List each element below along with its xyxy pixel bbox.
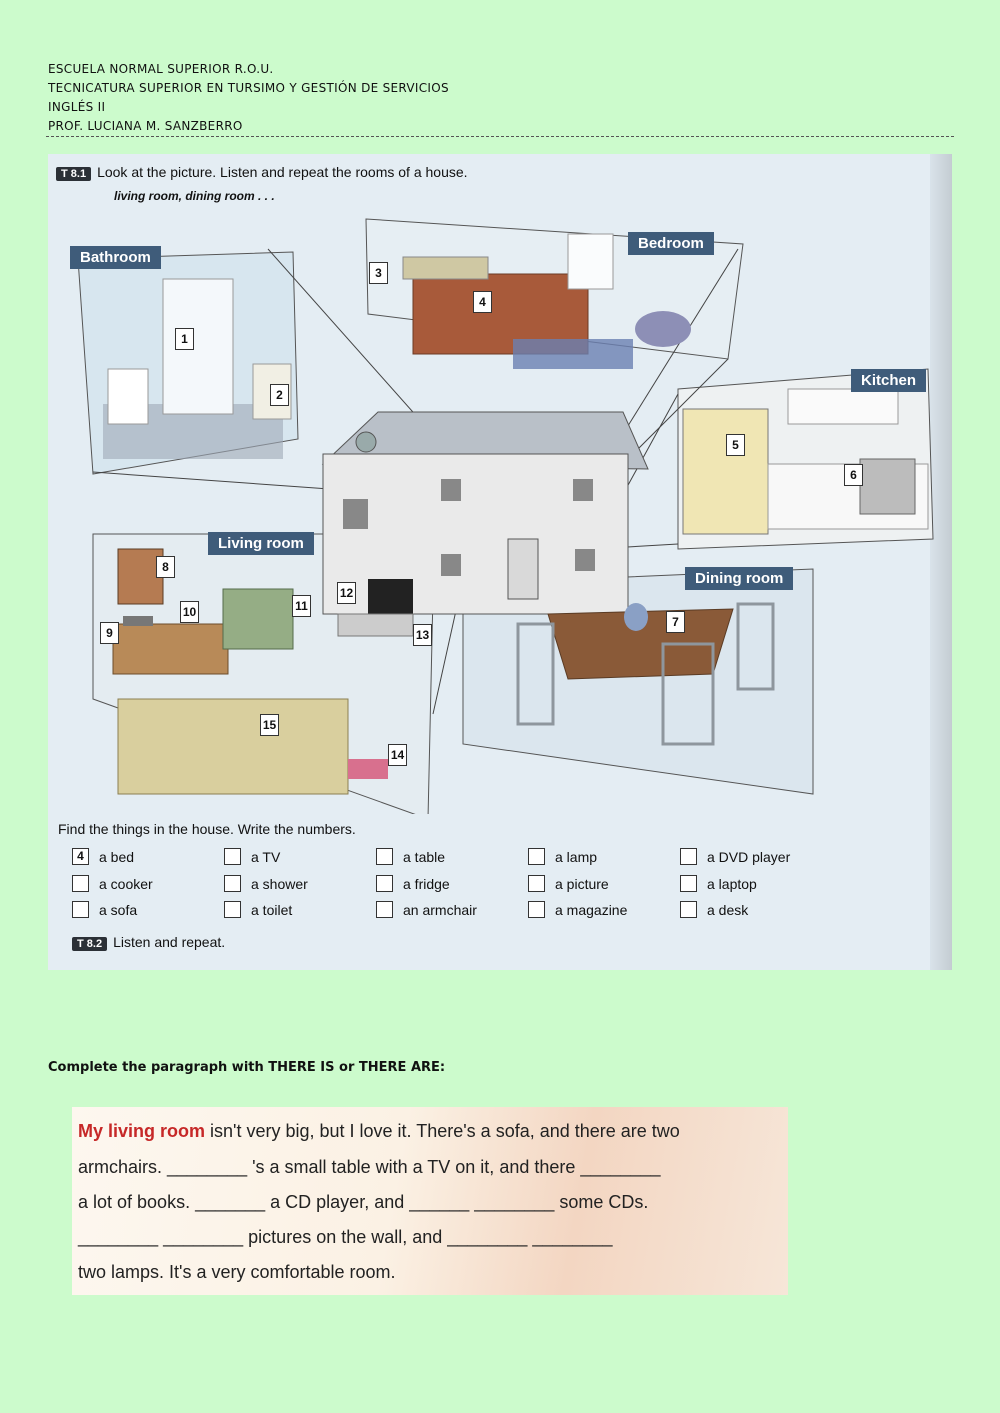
header-school: ESCUELA NORMAL SUPERIOR R.O.U.	[48, 62, 274, 76]
rug	[513, 339, 633, 369]
attic-window	[356, 432, 376, 452]
number-marker: 14	[388, 744, 407, 766]
number-marker: 5	[726, 434, 745, 456]
number-marker: 9	[100, 622, 119, 644]
answer-box[interactable]	[528, 848, 545, 865]
item-label: a lamp	[555, 848, 598, 865]
example-rooms: living room, dining room . . .	[114, 189, 275, 203]
answer-box[interactable]	[376, 875, 393, 892]
tv	[368, 579, 413, 614]
instruction-t81	[56, 164, 468, 181]
answer-box[interactable]: 4	[72, 848, 89, 865]
house-window	[573, 479, 593, 501]
cooker	[860, 459, 915, 514]
label-bathroom: Bathroom	[70, 246, 161, 269]
instruction-text: Look at the picture. Listen and repeat the rooms of a house.	[97, 164, 468, 180]
header-program: TECNICATURA SUPERIOR EN TURSIMO Y GESTIÓN DE SERVICIOS	[48, 81, 449, 95]
item-label: a laptop	[707, 875, 757, 892]
item-label: a bed	[99, 848, 135, 865]
answer-box[interactable]	[680, 901, 697, 918]
label-dining-room: Dining room	[685, 567, 793, 590]
item-label: a sofa	[99, 901, 138, 918]
sink	[108, 369, 148, 424]
number-marker: 12	[337, 582, 356, 604]
answer-box[interactable]	[72, 901, 89, 918]
number-marker: 7	[666, 611, 685, 633]
number-marker: 1	[175, 328, 194, 350]
paragraph-line-5: two lamps. It's a very comfortable room.	[78, 1262, 396, 1282]
upper-cabinets	[788, 389, 898, 424]
label-bedroom: Bedroom	[628, 232, 714, 255]
item-picture	[528, 875, 609, 892]
item-label: an armchair	[403, 901, 477, 918]
item-label: a magazine	[555, 901, 628, 918]
number-marker: 13	[413, 624, 432, 646]
item-laptop	[680, 875, 757, 892]
number-marker: 10	[180, 601, 199, 623]
item-desk	[680, 901, 748, 918]
track-tag: T 8.2	[72, 937, 107, 951]
answer-box[interactable]	[376, 848, 393, 865]
dvd-stand	[338, 614, 413, 636]
number-marker: 4	[473, 291, 492, 313]
house-window	[441, 554, 461, 576]
number-marker: 6	[844, 464, 863, 486]
item-label: a cooker	[99, 875, 153, 892]
school-header	[48, 60, 449, 136]
item-dvd-player	[680, 848, 790, 865]
house-illustration	[48, 154, 952, 814]
item-label: a desk	[707, 901, 749, 918]
house-exercise-panel	[48, 154, 952, 970]
house-window	[575, 549, 595, 571]
item-label: a table	[403, 848, 446, 865]
armchair	[223, 589, 293, 649]
paragraph-box	[72, 1107, 788, 1295]
magazines	[348, 759, 388, 779]
house-window	[441, 479, 461, 501]
item-cooker	[72, 875, 153, 892]
number-marker: 15	[260, 714, 279, 736]
item-shower	[224, 875, 308, 892]
item-magazine	[528, 901, 627, 918]
paragraph-line-4: ________ ________ pictures on the wall, and ________ ________	[78, 1227, 613, 1247]
item-label: a fridge	[403, 875, 450, 892]
item-tv	[224, 848, 280, 865]
number-marker: 11	[292, 595, 311, 617]
item-label: a TV	[251, 848, 281, 865]
answer-box[interactable]	[224, 875, 241, 892]
find-instruction: Find the things in the house. Write the numbers.	[58, 821, 356, 837]
laptop	[123, 616, 153, 626]
answer-box[interactable]	[376, 901, 393, 918]
item-sofa	[72, 901, 137, 918]
label-living-room: Living room	[208, 532, 314, 555]
paragraph-line-2: armchairs. ________ 's a small table with a TV on it, and there ________	[78, 1157, 661, 1177]
house-door	[508, 539, 538, 599]
answer-box[interactable]	[528, 901, 545, 918]
label-kitchen: Kitchen	[851, 369, 926, 392]
item-label: a shower	[251, 875, 308, 892]
bedroom-chair	[635, 311, 691, 347]
number-marker: 8	[156, 556, 175, 578]
paragraph-line-1	[78, 1121, 680, 1142]
item-fridge	[376, 875, 450, 892]
fridge	[683, 409, 768, 534]
answer-box[interactable]	[224, 901, 241, 918]
item-label: a DVD player	[707, 848, 791, 865]
item-lamp	[528, 848, 597, 865]
headboard	[403, 257, 488, 279]
item-label: a picture	[555, 875, 609, 892]
sofa	[118, 699, 348, 794]
item-armchair	[376, 901, 477, 918]
paragraph-line-3: a lot of books. _______ a CD player, and ______ ________ some CDs.	[78, 1192, 649, 1212]
header-divider	[46, 136, 954, 137]
listen-text: Listen and repeat.	[113, 934, 226, 950]
item-label: a toilet	[251, 901, 293, 918]
paragraph-title: My living room	[78, 1121, 206, 1141]
house-window	[343, 499, 368, 529]
shower	[163, 279, 233, 414]
item-toilet	[224, 901, 292, 918]
header-teacher: PROF. LUCIANA M. SANZBERRO	[48, 119, 243, 133]
answer-box[interactable]	[680, 875, 697, 892]
desk	[113, 624, 228, 674]
answer-box[interactable]	[680, 848, 697, 865]
bedroom-window	[568, 234, 613, 289]
vase	[624, 603, 648, 631]
answer-box[interactable]	[224, 848, 241, 865]
number-marker: 3	[369, 262, 388, 284]
header-subject: INGLÉS II	[48, 100, 106, 114]
answer-box[interactable]	[528, 875, 545, 892]
paragraph-text: isn't very big, but I love it. There's a sofa, and there are two	[205, 1121, 680, 1141]
number-marker: 2	[270, 384, 289, 406]
track-tag: T 8.1	[56, 167, 91, 181]
complete-instruction: Complete the paragraph with THERE IS or THERE ARE:	[48, 1060, 446, 1075]
instruction-t82	[72, 934, 225, 951]
item-bed	[72, 848, 134, 865]
item-table	[376, 848, 445, 865]
answer-box[interactable]	[72, 875, 89, 892]
